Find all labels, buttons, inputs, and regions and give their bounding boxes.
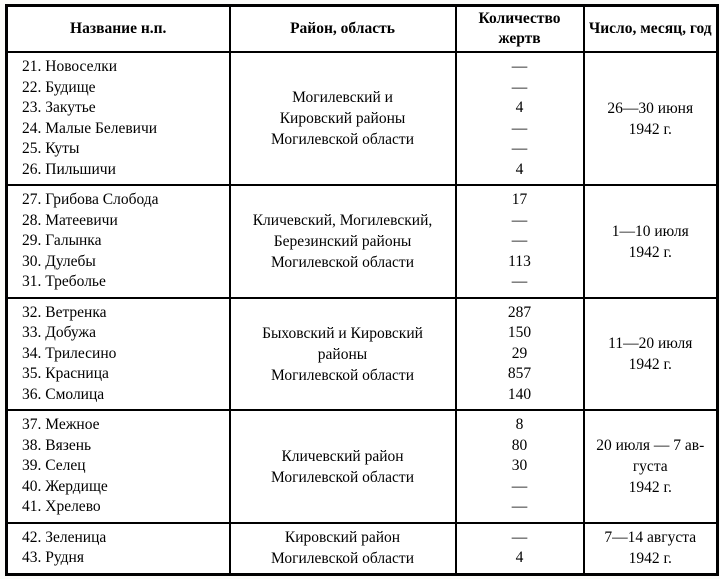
table-line: 4 <box>515 549 524 567</box>
table-line: 29 <box>511 344 528 362</box>
district-region-cell <box>230 298 456 411</box>
table-line: Кировский районы <box>279 110 406 128</box>
table-line: 20 июля — 7 ав- <box>596 437 705 455</box>
table-line: — <box>511 477 528 495</box>
table-line: 1942 г. <box>628 479 672 497</box>
table-line: — <box>511 232 528 250</box>
table-line: 43. Рудня <box>22 549 84 567</box>
victims-table <box>5 4 719 576</box>
table-line: 37. Межное <box>22 416 100 434</box>
table-line: 1942 г. <box>628 120 672 138</box>
table-line: 26. Пильшичи <box>22 160 116 178</box>
table-section-row-2 <box>7 185 718 298</box>
table-line: Березинский районы <box>273 233 412 251</box>
settlement-names-cell <box>7 298 230 411</box>
table-line: 40. Жердище <box>22 477 108 495</box>
table-line: Могилевской области <box>271 366 414 384</box>
table-line: Кличевский район <box>281 447 404 465</box>
col-header-date: Число, месяц, год <box>584 6 718 53</box>
victim-count-cell <box>456 52 584 185</box>
table-line: 32. Ветренка <box>22 303 107 321</box>
table-line: 41. Хрелево <box>22 498 101 516</box>
table-line: — <box>511 528 528 546</box>
table-line: 25. Куты <box>22 140 80 158</box>
date-cell <box>584 52 718 185</box>
table-line: Быховский и Кировский <box>262 324 423 342</box>
table-line: 4 <box>515 99 524 117</box>
date-cell <box>584 298 718 411</box>
table-line: 21. Новоселки <box>22 58 118 76</box>
table-section-row-1 <box>7 52 718 185</box>
district-region-cell <box>230 523 456 575</box>
table-line: 4 <box>515 160 524 178</box>
table-line: 11—20 июля <box>608 335 693 353</box>
table-line: 113 <box>508 252 531 270</box>
table-line: 22. Будище <box>22 78 96 96</box>
table-line: 1—10 июля <box>611 222 689 240</box>
district-region-cell <box>230 185 456 298</box>
table-line: 140 <box>507 385 532 403</box>
victim-count-cell <box>456 298 584 411</box>
victim-count-cell <box>456 523 584 575</box>
table-line: 1942 г. <box>628 243 672 261</box>
table-line: 27. Грибова Слобода <box>22 191 159 209</box>
settlement-names-cell <box>7 52 230 185</box>
table-line: 34. Трилесино <box>22 344 117 362</box>
table-line: 30 <box>511 457 528 475</box>
table-line: Могилевской области <box>271 468 414 486</box>
table-line: 287 <box>507 303 532 321</box>
table-line: 31. Треболье <box>22 273 106 291</box>
col-header-victim-count: Количество жертв <box>456 6 584 53</box>
victim-count-cell <box>456 410 584 523</box>
table-line: — <box>511 211 528 229</box>
table-line: 33. Добужа <box>22 324 97 342</box>
table-line: 30. Дулебы <box>22 252 96 270</box>
district-region-cell <box>230 410 456 523</box>
victim-count-cell <box>456 185 584 298</box>
table-line: 7—14 августа <box>604 529 697 547</box>
table-section-row-5 <box>7 523 718 575</box>
date-cell <box>584 523 718 575</box>
table-line: 42. Зеленица <box>22 528 107 546</box>
table-line: 8 <box>515 416 524 434</box>
table-section-row-4 <box>7 410 718 523</box>
settlement-names-cell <box>7 523 230 575</box>
table-line: Могилевской области <box>271 254 414 272</box>
table-line: 80 <box>511 436 528 454</box>
col-header-district-region: Район, область <box>230 6 456 53</box>
table-line: — <box>511 498 528 516</box>
table-line: 29. Галынка <box>22 232 102 250</box>
settlement-names-cell <box>7 410 230 523</box>
table-line: Кличевский, Могилевский, <box>252 212 433 230</box>
table-line: 39. Селец <box>22 457 86 475</box>
table-line: Могилевской области <box>271 131 414 149</box>
header-row <box>7 6 718 53</box>
table-line: 1942 г. <box>628 356 672 374</box>
table-line: — <box>511 140 528 158</box>
table-line: Кировский район <box>284 529 401 547</box>
table-line: Могилевский и <box>292 89 393 107</box>
settlement-names-cell <box>7 185 230 298</box>
table-line: 28. Матеевичи <box>22 211 118 229</box>
table-line: — <box>511 58 528 76</box>
table-line: — <box>511 119 528 137</box>
date-cell <box>584 410 718 523</box>
table-line: — <box>511 78 528 96</box>
table-line: густа <box>632 458 668 476</box>
table-line: 36. Смолица <box>22 385 105 403</box>
table-line: 857 <box>507 365 532 383</box>
table-line: 26—30 июня <box>607 99 694 117</box>
table-line: 24. Малые Белевичи <box>22 119 158 137</box>
table-line: 17 <box>511 191 528 209</box>
table-line: 38. Вязень <box>22 436 92 454</box>
table-section-row-3 <box>7 298 718 411</box>
table-line: 1942 г. <box>628 550 672 568</box>
table-line: районы <box>317 345 368 363</box>
table-line: Могилевской области <box>271 550 414 568</box>
district-region-cell <box>230 52 456 185</box>
date-cell <box>584 185 718 298</box>
table-line: — <box>511 273 528 291</box>
col-header-settlement-name: Название н.п. <box>7 6 230 53</box>
table-line: 35. Красница <box>22 365 109 383</box>
table-line: 150 <box>507 324 532 342</box>
table-line: 23. Закутье <box>22 99 96 117</box>
